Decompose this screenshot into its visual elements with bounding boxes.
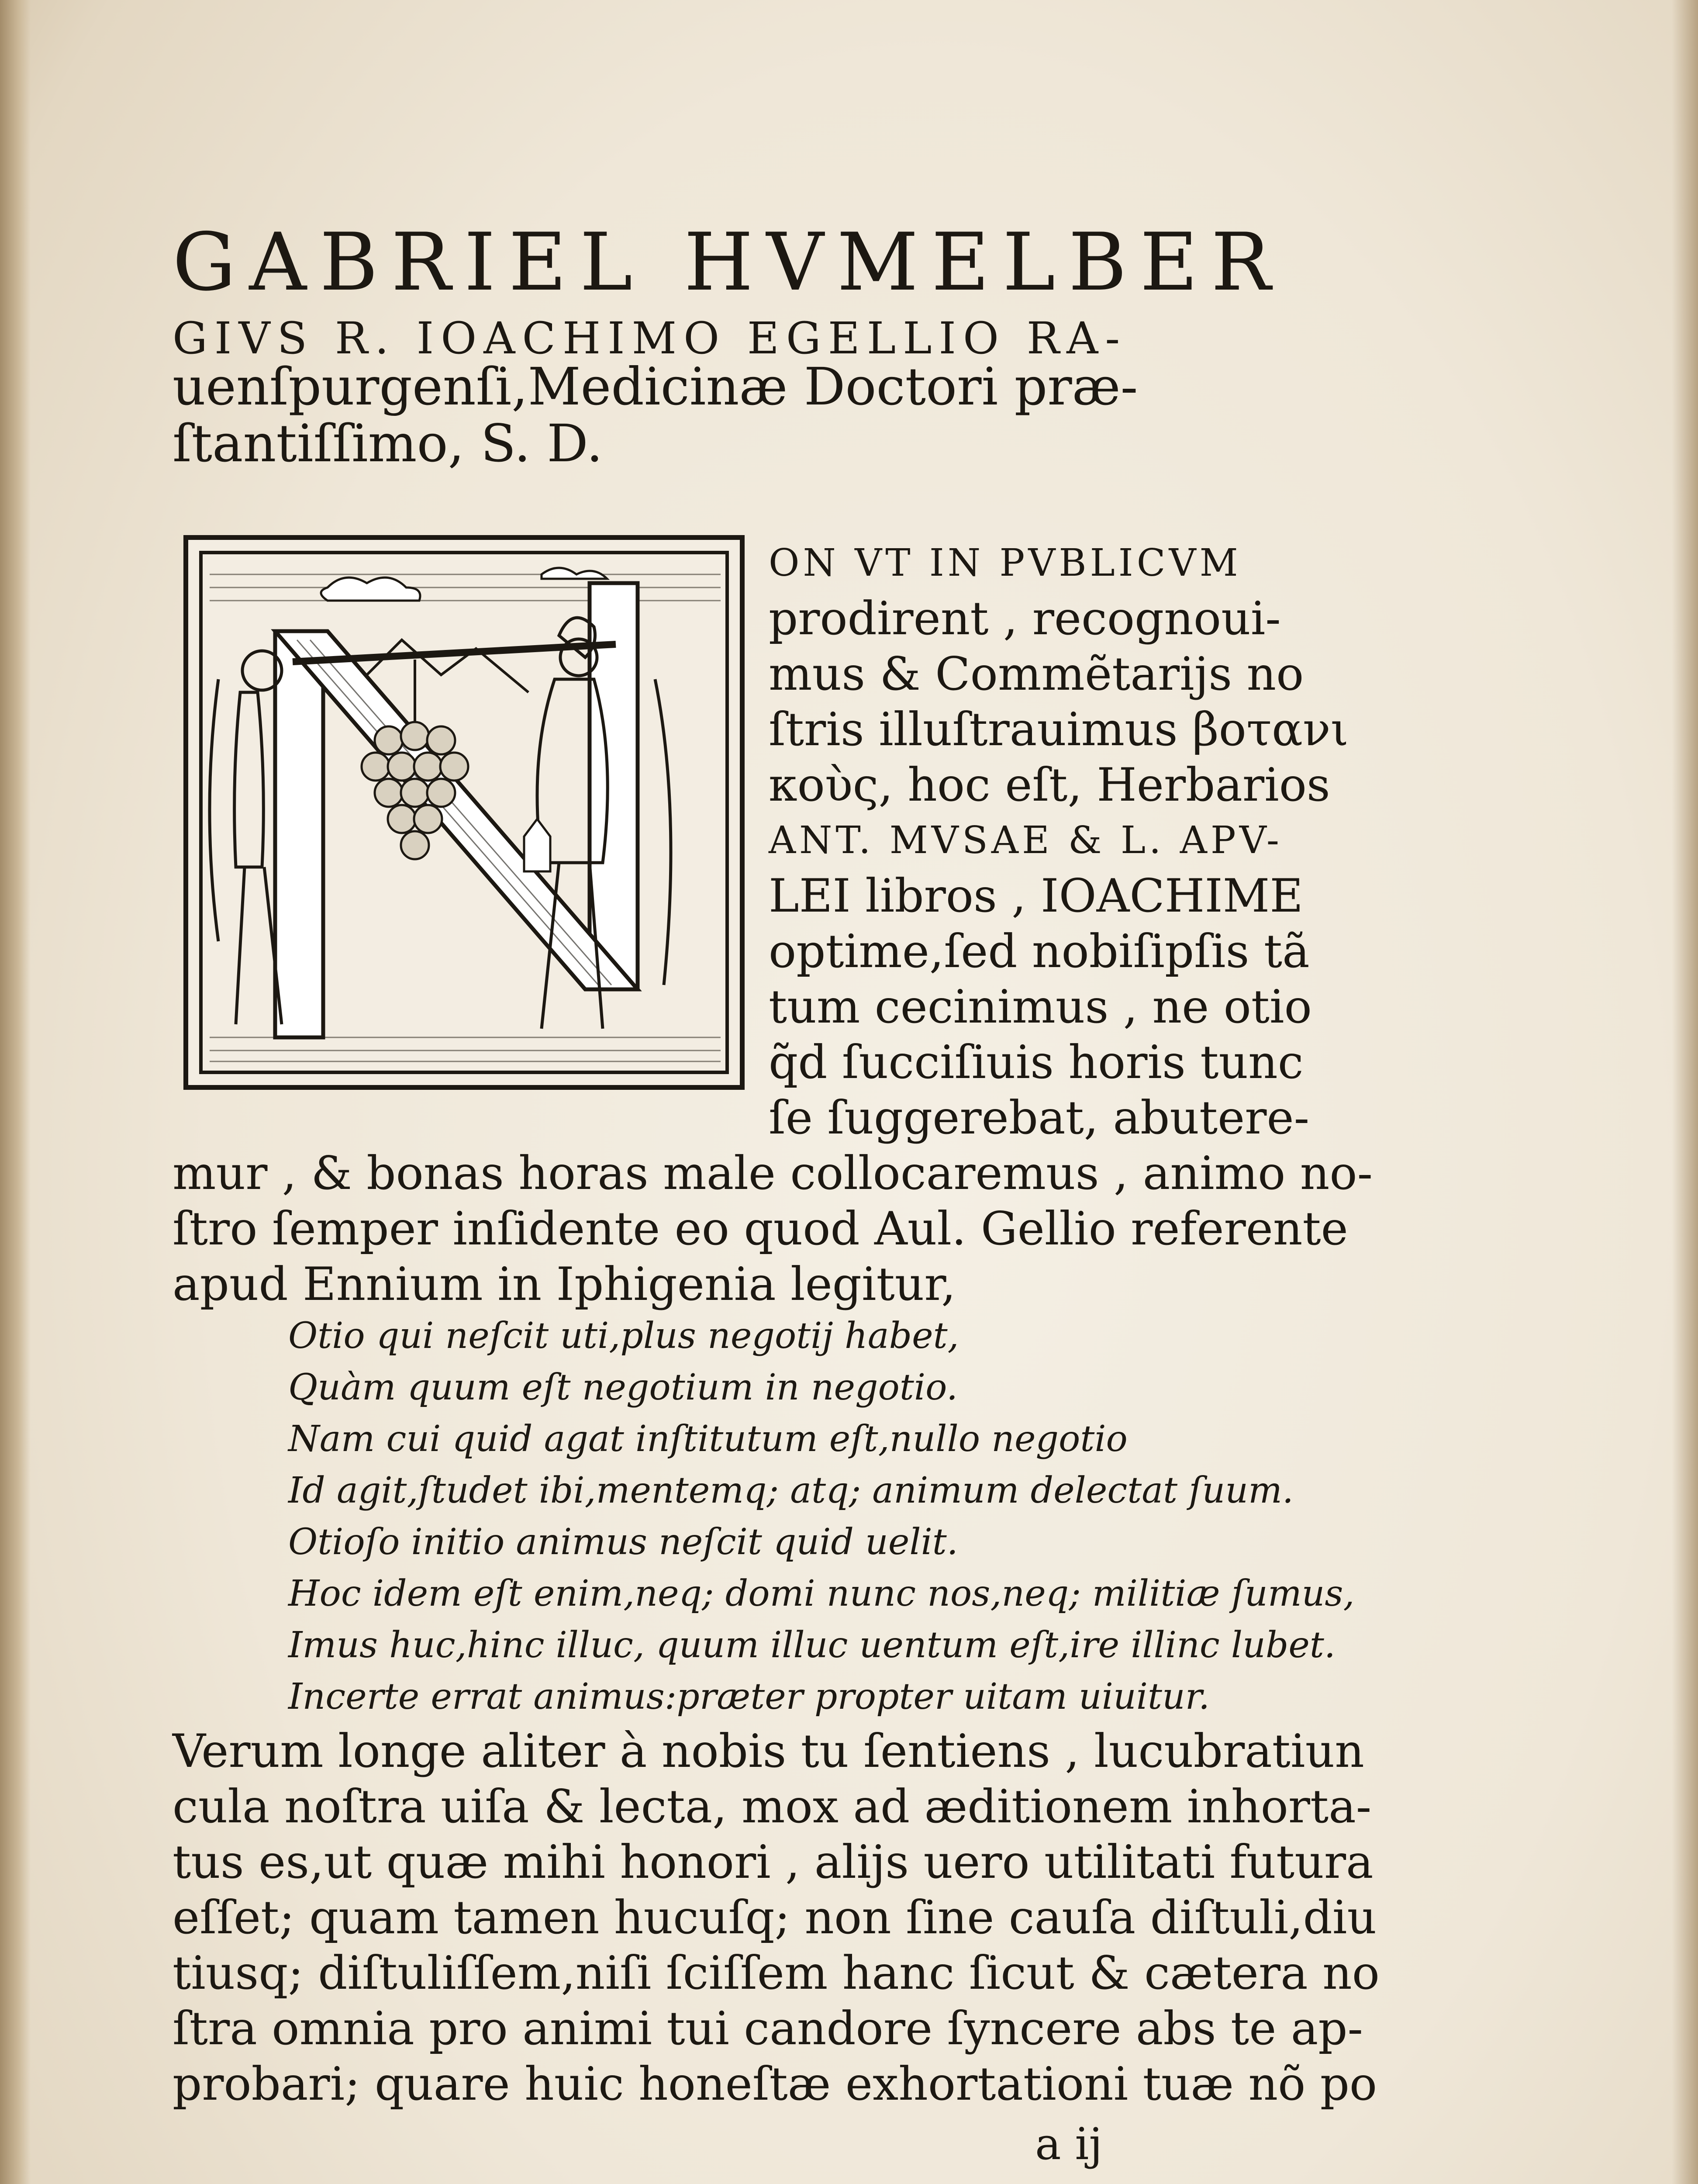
verse-line: Id agit,ſtudet ibi,mentemq; atq; animum delectat ſuum.: [288, 1470, 1294, 1511]
body-line: q̃d ſucciſiuis horis tunc: [769, 1036, 1304, 1089]
body-line: probari; quare huic honeſtæ exhortationi tuæ nõ po: [173, 2057, 1377, 2111]
body-line: ſe ſuggerebat, abutere-: [769, 1091, 1310, 1144]
verse-line: Imus huc,hinc illuc, quum illuc uentum eſt,ire illinc lubet.: [288, 1624, 1336, 1666]
body-line: ſtra omnia pro animi tui candore ſyncere abs te ap-: [173, 2002, 1363, 2055]
body-line: ANT. MVSAE & L. APV-: [769, 819, 1283, 862]
signature-mark: a ij: [1035, 2118, 1103, 2170]
verse-line: Incerte errat animus:præter propter uitam uiuitur.: [288, 1676, 1210, 1717]
body-line: mur , & bonas horas male collocaremus , animo no-: [173, 1147, 1373, 1200]
body-line: κοὺς, hoc eſt, Herbarios: [769, 758, 1330, 812]
body-line: apud Ennium in Iphigenia legitur,: [173, 1258, 956, 1311]
body-line: eſſet; quam tamen hucuſq; non ſine cauſa diſtuli,diu: [173, 1891, 1377, 1944]
verse-line: Otio qui neſcit uti,plus negotij habet,: [288, 1315, 959, 1357]
body-line: LEI libros , IOACHIME: [769, 869, 1303, 923]
heading-line-4: ſtantiſſimo, S. D.: [173, 413, 603, 473]
body-line: Verum longe aliter à nobis tu ſentiens , lucubratiun: [173, 1724, 1364, 1778]
body-line: ON VT IN PVBLICVM: [769, 541, 1242, 585]
heading-line-1: GABRIEL HVMELBER: [173, 216, 1284, 308]
body-line: optime,ſed nobiſipſis tã: [769, 925, 1310, 978]
body-line: cula noſtra uiſa & lecta, mox ad æditionem inhorta-: [173, 1780, 1372, 1833]
verse-line: Nam cui quid agat inſtitutum eſt,nullo negotio: [288, 1418, 1128, 1460]
heading-line-2: GIVS R. IOACHIMO EGELLIO RA-: [173, 313, 1127, 364]
body-line: tum cecinimus , ne otio: [769, 980, 1312, 1033]
body-line: ſtris illuſtrauimus βοτανι: [769, 703, 1349, 756]
heading-line-3: uenſpurgenſi,Medicinæ Doctori præ-: [173, 356, 1138, 417]
body-line: prodirent , recognoui-: [769, 592, 1281, 645]
verse-line: Hoc idem eſt enim,neq; domi nunc nos,neq; militiæ ſumus,: [288, 1573, 1355, 1614]
body-line: tiusq; diſtuliſſem,niſi ſciſſem hanc ſicut & cætera no: [173, 1946, 1380, 2000]
verse-line: Quàm quum eſt negotium in negotio.: [288, 1367, 958, 1408]
body-line: ſtro ſemper inſidente eo quod Aul. Gellio referente: [173, 1202, 1348, 1255]
body-line: tus es,ut quæ mihi honori , alijs uero utilitati futura: [173, 1835, 1374, 1889]
body-line: mus & Commẽtarijs no: [769, 647, 1304, 701]
woodcut-initial-N-with-grape-bearers: [183, 535, 745, 1090]
verse-line: Otioſo initio animus neſcit quid uelit.: [288, 1521, 958, 1563]
